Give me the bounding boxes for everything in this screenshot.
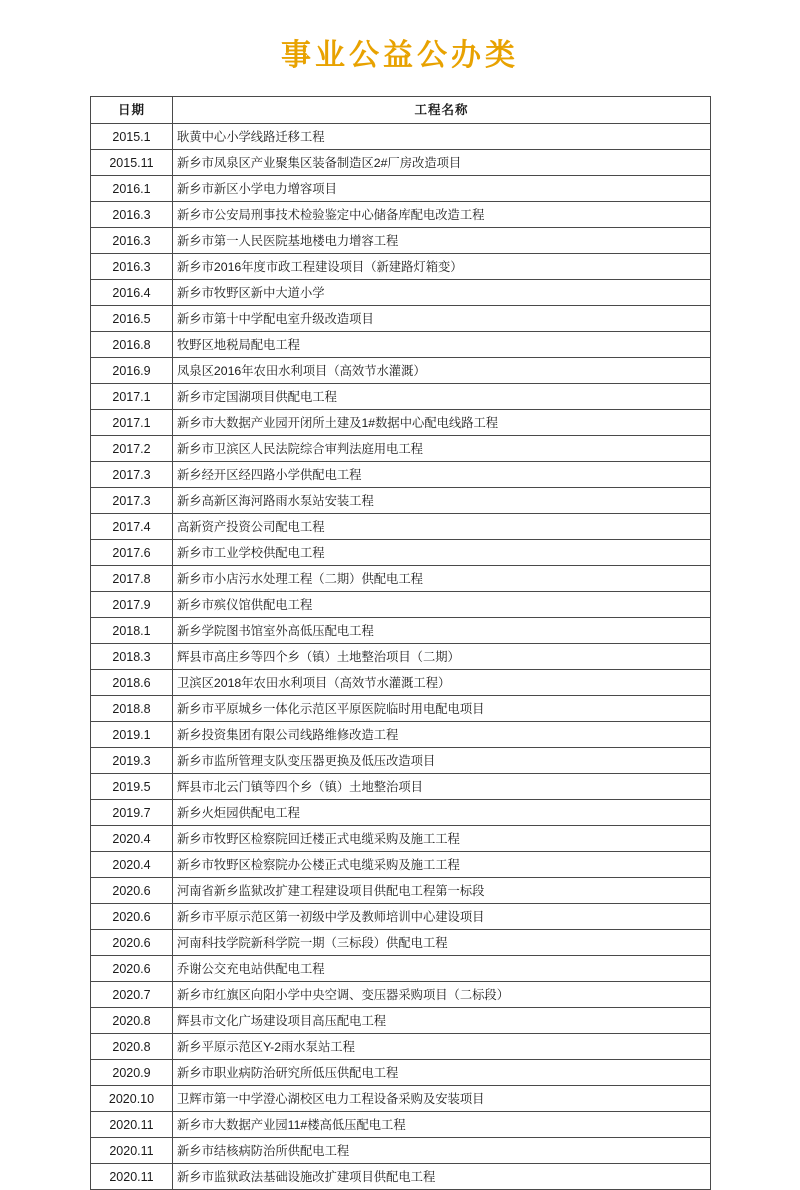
cell-date: 2017.3	[91, 488, 173, 514]
table-row	[91, 384, 711, 410]
table-header-row	[91, 97, 711, 124]
cell-date: 2016.3	[91, 254, 173, 280]
cell-project-name: 新乡火炬园供配电工程	[173, 800, 711, 826]
cell-date: 2018.3	[91, 644, 173, 670]
cell-date: 2017.8	[91, 566, 173, 592]
table-row	[91, 696, 711, 722]
cell-project-name: 新乡经开区经四路小学供配电工程	[173, 462, 711, 488]
cell-project-name: 新乡市凤泉区产业聚集区装备制造区2#厂房改造项目	[173, 150, 711, 176]
cell-date: 2020.8	[91, 1008, 173, 1034]
cell-date: 2020.11	[91, 1164, 173, 1190]
cell-project-name: 新乡市结核病防治所供配电工程	[173, 1138, 711, 1164]
cell-project-name: 新乡市工业学校供配电工程	[173, 540, 711, 566]
cell-project-name: 新乡市新区小学电力增容项目	[173, 176, 711, 202]
cell-date: 2020.4	[91, 826, 173, 852]
table-row	[91, 514, 711, 540]
column-header-name: 工程名称	[173, 97, 711, 124]
table-row	[91, 800, 711, 826]
cell-date: 2016.3	[91, 228, 173, 254]
cell-project-name: 高新资产投资公司配电工程	[173, 514, 711, 540]
cell-project-name: 凤泉区2016年农田水利项目（高效节水灌溉）	[173, 358, 711, 384]
cell-project-name: 新乡市大数据产业园开闭所土建及1#数据中心配电线路工程	[173, 410, 711, 436]
table-row	[91, 1086, 711, 1112]
table-row	[91, 904, 711, 930]
cell-project-name: 新乡市第一人民医院基地楼电力增容工程	[173, 228, 711, 254]
table-row	[91, 202, 711, 228]
cell-date: 2017.4	[91, 514, 173, 540]
table-row	[91, 436, 711, 462]
cell-date: 2019.3	[91, 748, 173, 774]
cell-project-name: 新乡高新区海河路雨水泵站安装工程	[173, 488, 711, 514]
table-row	[91, 462, 711, 488]
cell-date: 2016.1	[91, 176, 173, 202]
projects-table	[90, 96, 711, 1190]
table-row	[91, 150, 711, 176]
table-row	[91, 306, 711, 332]
cell-project-name: 河南省新乡监狱改扩建工程建设项目供配电工程第一标段	[173, 878, 711, 904]
cell-project-name: 新乡市牧野区检察院回迁楼正式电缆采购及施工工程	[173, 826, 711, 852]
table-row	[91, 358, 711, 384]
cell-date: 2020.9	[91, 1060, 173, 1086]
cell-project-name: 耿黄中心小学线路迁移工程	[173, 124, 711, 150]
page-title: 事业公益公办类	[281, 39, 519, 72]
cell-project-name: 新乡市大数据产业园11#楼高低压配电工程	[173, 1112, 711, 1138]
cell-project-name: 新乡学院图书馆室外高低压配电工程	[173, 618, 711, 644]
cell-project-name: 牧野区地税局配电工程	[173, 332, 711, 358]
table-row	[91, 722, 711, 748]
cell-project-name: 新乡市卫滨区人民法院综合审判法庭用电工程	[173, 436, 711, 462]
cell-date: 2020.6	[91, 956, 173, 982]
table-row	[91, 254, 711, 280]
table-row	[91, 566, 711, 592]
table-row	[91, 1138, 711, 1164]
cell-project-name: 新乡市殡仪馆供配电工程	[173, 592, 711, 618]
cell-project-name: 新乡市2016年度市政工程建设项目（新建路灯箱变）	[173, 254, 711, 280]
table-row	[91, 878, 711, 904]
table-row	[91, 826, 711, 852]
cell-date: 2018.1	[91, 618, 173, 644]
table-row	[91, 592, 711, 618]
cell-date: 2017.6	[91, 540, 173, 566]
cell-project-name: 新乡市第十中学配电室升级改造项目	[173, 306, 711, 332]
cell-project-name: 新乡市小店污水处理工程（二期）供配电工程	[173, 566, 711, 592]
cell-project-name: 新乡市牧野区新中大道小学	[173, 280, 711, 306]
cell-project-name: 新乡市定国湖项目供配电工程	[173, 384, 711, 410]
cell-date: 2020.7	[91, 982, 173, 1008]
cell-date: 2017.2	[91, 436, 173, 462]
table-row	[91, 852, 711, 878]
cell-date: 2020.6	[91, 878, 173, 904]
cell-project-name: 新乡市监狱政法基础设施改扩建项目供配电工程	[173, 1164, 711, 1190]
cell-project-name: 新乡市平原城乡一体化示范区平原医院临时用电配电项目	[173, 696, 711, 722]
cell-date: 2020.8	[91, 1034, 173, 1060]
cell-date: 2019.7	[91, 800, 173, 826]
cell-date: 2017.1	[91, 384, 173, 410]
cell-date: 2020.10	[91, 1086, 173, 1112]
table-row	[91, 1060, 711, 1086]
cell-project-name: 新乡投资集团有限公司线路维修改造工程	[173, 722, 711, 748]
cell-date: 2018.6	[91, 670, 173, 696]
cell-date: 2016.4	[91, 280, 173, 306]
cell-date: 2020.11	[91, 1138, 173, 1164]
cell-date: 2016.5	[91, 306, 173, 332]
cell-date: 2020.6	[91, 904, 173, 930]
cell-date: 2017.9	[91, 592, 173, 618]
cell-date: 2015.11	[91, 150, 173, 176]
cell-date: 2017.3	[91, 462, 173, 488]
table-row	[91, 176, 711, 202]
table-row	[91, 410, 711, 436]
table-row	[91, 228, 711, 254]
table-header	[91, 97, 711, 124]
cell-project-name: 新乡市公安局刑事技术检验鉴定中心储备库配电改造工程	[173, 202, 711, 228]
cell-project-name: 新乡市红旗区向阳小学中央空调、变压器采购项目（二标段）	[173, 982, 711, 1008]
table-row	[91, 670, 711, 696]
cell-date: 2016.8	[91, 332, 173, 358]
table-row	[91, 618, 711, 644]
cell-date: 2019.5	[91, 774, 173, 800]
cell-project-name: 新乡平原示范区Y-2雨水泵站工程	[173, 1034, 711, 1060]
cell-project-name: 河南科技学院新科学院一期（三标段）供配电工程	[173, 930, 711, 956]
table-row	[91, 124, 711, 150]
table-row	[91, 540, 711, 566]
table-row	[91, 748, 711, 774]
table-row	[91, 1112, 711, 1138]
table-row	[91, 1008, 711, 1034]
table-row	[91, 280, 711, 306]
table-row	[91, 774, 711, 800]
cell-date: 2018.8	[91, 696, 173, 722]
column-header-date: 日期	[91, 97, 173, 124]
table-row	[91, 488, 711, 514]
table-row	[91, 956, 711, 982]
cell-project-name: 新乡市平原示范区第一初级中学及教师培训中心建设项目	[173, 904, 711, 930]
table-row	[91, 1034, 711, 1060]
cell-project-name: 辉县市北云门镇等四个乡（镇）土地整治项目	[173, 774, 711, 800]
cell-date: 2016.9	[91, 358, 173, 384]
cell-project-name: 卫滨区2018年农田水利项目（高效节水灌溉工程）	[173, 670, 711, 696]
cell-date: 2020.4	[91, 852, 173, 878]
cell-project-name: 辉县市文化广场建设项目高压配电工程	[173, 1008, 711, 1034]
cell-date: 2020.6	[91, 930, 173, 956]
cell-project-name: 新乡市职业病防治研究所低压供配电工程	[173, 1060, 711, 1086]
cell-date: 2016.3	[91, 202, 173, 228]
projects-table-container	[0, 96, 800, 1190]
table-row	[91, 982, 711, 1008]
cell-date: 2015.1	[91, 124, 173, 150]
table-row	[91, 1164, 711, 1190]
cell-date: 2019.1	[91, 722, 173, 748]
table-row	[91, 644, 711, 670]
cell-project-name: 新乡市牧野区检察院办公楼正式电缆采购及施工工程	[173, 852, 711, 878]
table-row	[91, 332, 711, 358]
table-row	[91, 930, 711, 956]
cell-date: 2020.11	[91, 1112, 173, 1138]
cell-project-name: 辉县市高庄乡等四个乡（镇）土地整治项目（二期）	[173, 644, 711, 670]
cell-date: 2017.1	[91, 410, 173, 436]
cell-project-name: 乔谢公交充电站供配电工程	[173, 956, 711, 982]
cell-project-name: 新乡市监所管理支队变压器更换及低压改造项目	[173, 748, 711, 774]
cell-project-name: 卫辉市第一中学澄心湖校区电力工程设备采购及安装项目	[173, 1086, 711, 1112]
table-body	[91, 124, 711, 1190]
